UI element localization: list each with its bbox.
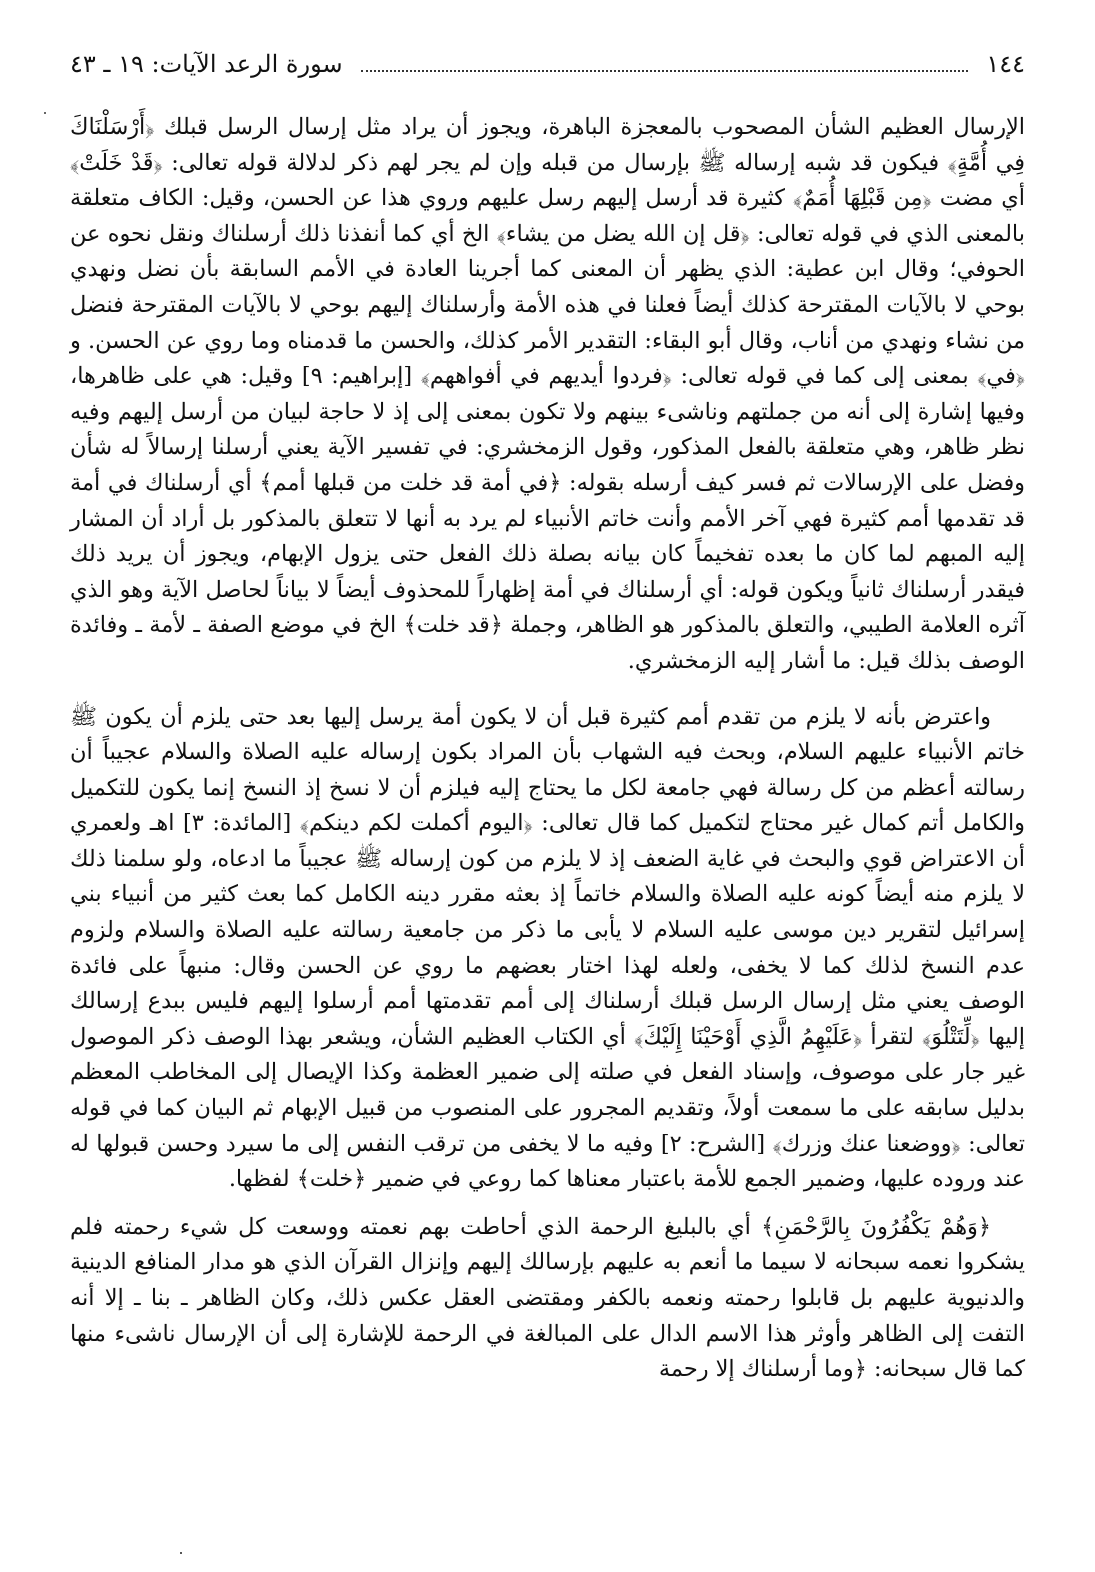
paragraph-1: الإرسال العظيم الشأن المصحوب بالمعجزة الباهرة، ويجوز أن يراد مثل إرسال الرسل قبلك ﴿أَرْسَلْنَاكَ فِي أُمَّةٍ﴾ فيكون قد شبه إرساله ﷺ بإرسال من قبله وإن لم يجر لهم ذكر لدلالة قوله تعالى: ﴿قَدْ خَلَتْ﴾ أي مضت ﴿مِن قَبْلِهَا أُمَمٌ﴾ كثيرة قد أرسل إليهم رسل عليهم وروي هذا عن الحسن، وقيل: الكاف متعلقة بالمعنى الذي في قوله تعالى: ﴿قل إن الله يضل من يشاء﴾ الخ أي كما أنفذنا ذلك أرسلناك ونقل نحوه عن الحوفي؛ وقال ابن عطية: الذي يظهر أن المعنى كما أجرينا العادة في الأمم السابقة بأن نضل ونهدي بوحي لا بالآيات المقترحة كذلك أيضاً فعلنا في هذه الأمة وأرسلناك إليهم بوحي لا بالآيات المقترحة فنضل من نشاء ونهدي من أناب، وقال أبو البقاء: التقدير الأمر كذلك، والحسن ما قدمناه وما روي عن الحسن. و ﴿في﴾ بمعنى إلى كما في قوله تعالى: ﴿فردوا أيديهم في أفواههم﴾ [إبراهيم: ٩] وقيل: هي على ظاهرها، وفيها إشارة إلى أنه من جملتهم وناشىء بينهم ولا تكون بمعنى إلى إذ لا حاجة لبيان من أرسل إليهم وفيه نظر ظاهر، وهي متعلقة بالفعل المذكور، وقول الزمخشري: في تفسير الآية يعني أرسلنا إرسالاً له شأن وفضل على الإرسالات ثم فسر كيف أرسله بقوله: ﴿في أمة قد خلت من قبلها أمم﴾ أي أرسلناك في أمة قد تقدمها أمم كثيرة فهي آخر الأمم وأنت خاتم الأنبياء لم يرد به أنها لا تتعلق بالمذكور بل أراد أن المشار إليه المبهم لما كان ما بعده تفخيماً كان بيانه بصلة ذلك الفعل حتى يزول الإبهام، ويجوز أن يريد ذلك فيقدر أرسلناك ثانياً ويكون قوله: أي أرسلناك في أمة إظهاراً للمحذوف أيضاً لا بياناً لحاصل الآية وهو الذي آثره العلامة الطيبي، والتعلق بالمذكور هو الظاهر، وجملة ﴿قد خلت﴾ الخ في موضع الصفة ـ لأمة ـ وفائدة الوصف بذلك قيل: ما أشار إليه الزمخشري. xyxy=(70,114,1026,674)
page-body xyxy=(70,110,1025,1388)
header-dotted-leader xyxy=(361,40,969,72)
running-title: سورة الرعد الآيات: ١٩ ـ ٤٣ xyxy=(70,50,343,78)
book-page xyxy=(70,40,1025,1388)
page-number: ١٤٤ xyxy=(986,50,1025,78)
margin-mark xyxy=(44,112,46,114)
paragraph-2: واعترض بأنه لا يلزم من تقدم أمم كثيرة قبل أن لا يكون أمة يرسل إليها بعد حتى يلزم أن يكون ﷺ خاتم الأنبياء عليهم السلام، وبحث فيه الشهاب بأن المراد بكون إرساله عليه الصلاة والسلام عجيباً أن رسالته أعظم من كل رسالة فهي جامعة لكل ما يحتاج إليه فيلزم أن لا نسخ إذ النسخ إنما يكون للتكميل والكامل أتم كمال غير محتاج لتكميل كما قال تعالى: ﴿اليوم أكملت لكم دينكم﴾ [المائدة: ٣] اهـ ولعمري أن الاعتراض قوي والبحث في غاية الضعف إذ لا يلزم من كون إرساله ﷺ عجيباً ما ادعاه، ولو سلمنا ذلك لا يلزم منه أيضاً كونه عليه الصلاة والسلام خاتماً إذ بعثه مقرر دينه الكامل كما بعث كثير من أنبياء بني إسرائيل لتقرير دين موسى عليه السلام لا يأبى ما ذكر من جامعية رسالته عليه الصلاة والسلام ولزوم عدم النسخ لذلك كما لا يخفى، ولعله لهذا اختار بعضهم ما روي عن الحسن وقال: منبهاً على فائدة الوصف يعني مثل إرسال الرسل قبلك أرسلناك إلى أمم تقدمتها أمم أرسلوا إليهم فليس ببدع إرسالك إليها ﴿لِّتَتْلُوَ﴾ لتقرأ ﴿عَلَيْهِمُ الَّذِي أَوْحَيْنَا إِلَيْكَ﴾ أي الكتاب العظيم الشأن، ويشعر بهذا الوصف ذكر الموصول غير جار على موصوف، وإسناد الفعل في صلته إلى ضمير العظمة وكذا الإيصال إلى المخاطب المعظم بدليل سابقه على ما سمعت أولاً، وتقديم المجرور على المنصوب من قبيل الإبهام ثم البيان كما في قوله تعالى: ﴿ووضعنا عنك وزرك﴾ [الشرح: ٢] وفيه ما لا يخفى من ترقب النفس إلى ما سيرد وحسن قبولها له عند وروده عليها، وضمير الجمع للأمة باعتبار معناها كما روعي في ضمير ﴿خلت﴾ لفظها. xyxy=(70,703,1026,1193)
paragraph-gap xyxy=(70,1198,1025,1210)
running-header xyxy=(70,40,1025,86)
paragraph-3: ﴿وَهُمْ يَكْفُرُونَ بِالرَّحْمَنِ﴾ أي بالبليغ الرحمة الذي أحاطت بهم نعمته ووسعت كل شيء رحمته فلم يشكروا نعمه سبحانه لا سيما ما أنعم به عليهم بإرسالك إليهم وإنزال القرآن الذي هو مدار المنافع الدينية والدنيوية عليهم بل قابلوا رحمته ونعمه بالكفر ومقتضى العقل عكس ذلك، وكان الظاهر ـ بنا ـ إلا أنه التفت إلى الظاهر وأوثر هذا الاسم الدال على المبالغة في الرحمة للإشارة إلى أن الإرسال ناشىء منها كما قال سبحانه: ﴿وما أرسلناك إلا رحمة xyxy=(70,1213,1025,1383)
paragraph-gap xyxy=(70,680,1025,700)
bottom-mark xyxy=(180,1552,182,1554)
